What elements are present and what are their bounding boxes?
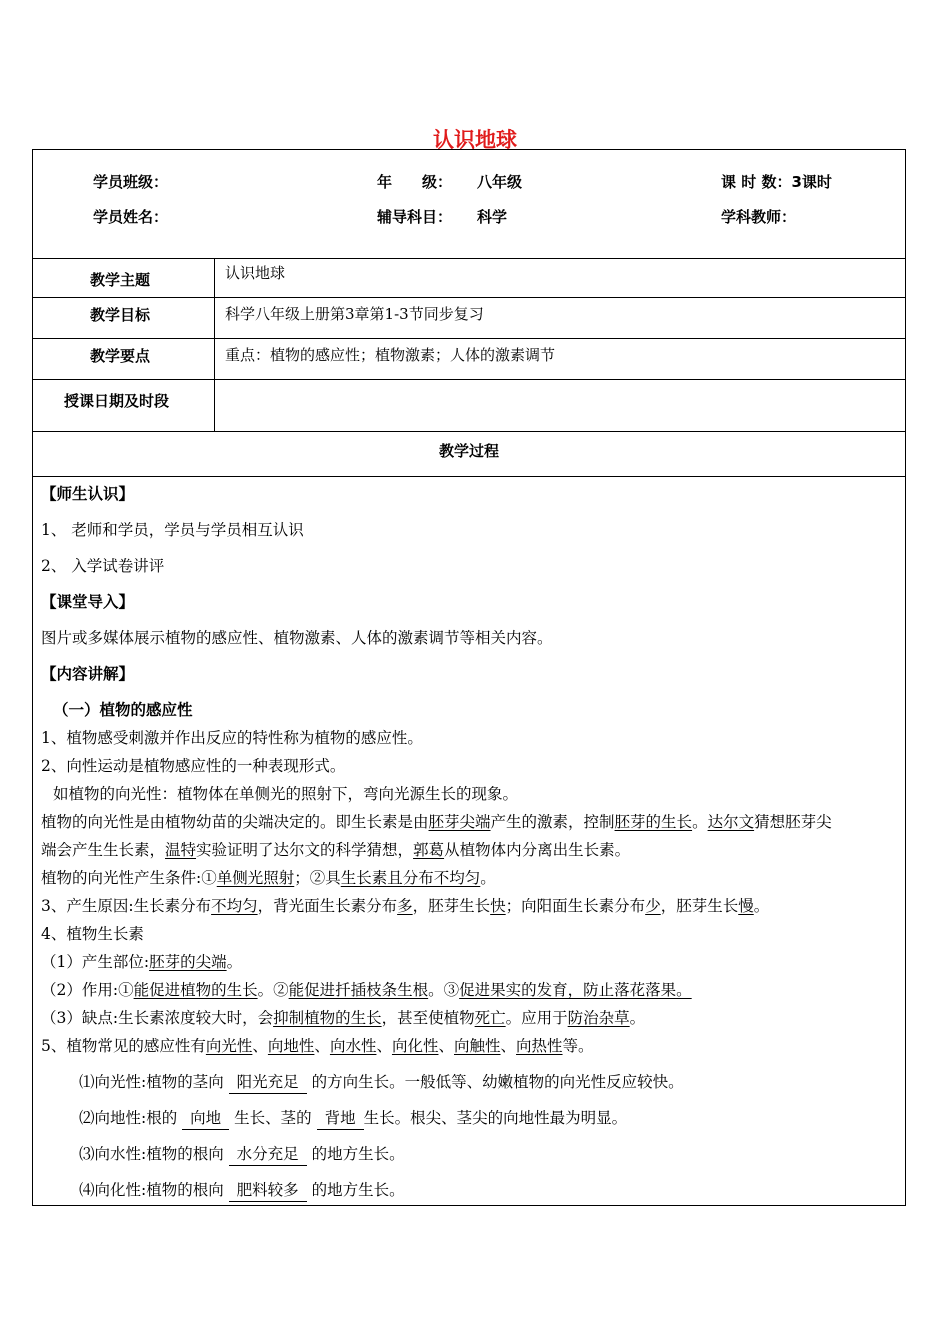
row-value-topic: 认识地球 [225, 264, 286, 282]
answer: 胚芽尖端 [428, 813, 491, 831]
answer: 郭葛 [413, 841, 445, 859]
answer: 水分充足 [229, 1143, 307, 1166]
answer: 向热性 [516, 1037, 563, 1055]
paragraph: 如植物的向光性：植物体在单侧光的照射下，弯向光源生长的现象。 [53, 785, 519, 803]
divider [33, 476, 905, 477]
answer: 抑制植物的生长 [273, 1009, 382, 1027]
answer: 向地 [182, 1107, 229, 1130]
section-heading: 【内容讲解】 [41, 665, 135, 683]
paragraph: 1、植物感受刺激并作出反应的特性称为植物的感应性。 [41, 729, 423, 747]
lesson-table [32, 149, 906, 1206]
paragraph: 图片或多媒体展示植物的感应性、植物激素、人体的激素调节等相关内容。 [41, 629, 553, 647]
answer: 向化性 [391, 1037, 439, 1055]
answer: 向水性 [329, 1037, 377, 1055]
lesson-content [41, 480, 897, 1204]
paragraph: 植物的向光性产生条件:①单侧光照射；②具生长素且分布不均匀。 [41, 869, 496, 887]
paragraph: 3、产生原因:生长素分布不均匀，背光面生长素分布多，胚芽生长快；向阳面生长素分布少，胚芽生长慢。 [41, 897, 770, 915]
answer: 阳光充足 [229, 1071, 307, 1094]
subsection-heading: （一）植物的感应性 [53, 701, 193, 719]
answer: 少 [645, 897, 661, 915]
answer: 达尔文 [707, 813, 755, 831]
paragraph: ⑵向地性:根的 向地 生长、茎的 背地 生长。根尖、茎尖的向地性最为明显。 [41, 1104, 897, 1132]
answer: 背地 [317, 1107, 364, 1130]
list-item: 2、 入学试卷讲评 [41, 557, 165, 575]
answer: 防治杂草 [567, 1009, 630, 1027]
teacher-label: 学科教师： [721, 208, 797, 226]
section-heading: 【课堂导入】 [41, 593, 135, 611]
grade-value: 八年级 [477, 173, 523, 191]
paragraph: ⑶向水性:植物的根向 水分充足 的地方生长。 [41, 1140, 897, 1168]
hours-label: 课 时 数：3课时 [721, 173, 832, 191]
paragraph: 端会产生生长素，温特实验证明了达尔文的科学猜想，郭葛从植物体内分离出生长素。 [41, 841, 631, 859]
answer: 向触性 [454, 1037, 501, 1055]
answer: 能促进植物的生长 [133, 981, 258, 999]
answer: 慢 [738, 897, 754, 915]
paragraph: （1）产生部位:胚芽的尖端。 [41, 953, 243, 971]
paragraph: 2、向性运动是植物感应性的一种表现形式。 [41, 757, 346, 775]
row-value-keypoints: 重点：植物的感应性；植物激素；人体的激素调节 [225, 346, 556, 364]
divider [33, 338, 905, 339]
answer: 肥料较多 [229, 1179, 307, 1202]
class-label: 学员班级： [93, 173, 169, 191]
answer: 生长素且分布不均匀 [340, 869, 481, 887]
divider [33, 379, 905, 380]
row-label-goal: 教学目标 [90, 306, 151, 324]
paragraph: 4、植物生长素 [41, 925, 144, 943]
answer: 促进果实的发育，防止落花落果。 [459, 981, 692, 999]
name-label: 学员姓名： [93, 208, 169, 226]
subject-label: 辅导科目： [377, 208, 453, 226]
answer: 快 [490, 897, 506, 915]
paragraph: 植物的向光性是由植物幼苗的尖端决定的。即生长素是由胚芽尖端产生的激素，控制胚芽的生长。达尔文猜想胚芽尖 [41, 813, 832, 831]
page-title: 认识地球 [433, 128, 517, 152]
list-item: 1、 老师和学员，学员与学员相互认识 [41, 521, 304, 539]
paragraph: ⑷向化性:植物的根向 肥料较多 的地方生长。 [41, 1176, 897, 1204]
paragraph: （2）作用:①能促进植物的生长。②能促进扦插枝条生根。③促进果实的发育，防止落花落果。 [41, 981, 692, 999]
process-title: 教学过程 [438, 442, 499, 460]
answer: 能促进扦插枝条生根 [288, 981, 429, 999]
answer: 不均匀 [211, 897, 258, 915]
subject-value: 科学 [477, 208, 508, 226]
answer: 温特 [165, 841, 197, 859]
divider [33, 431, 905, 432]
paragraph: ⑴向光性:植物的茎向 阳光充足 的方向生长。一般低等、幼嫩植物的向光性反应较快。 [41, 1068, 897, 1096]
answer: 向光性 [205, 1037, 253, 1055]
paragraph: （3）缺点:生长素浓度较大时，会抑制植物的生长，甚至使植物死亡。应用于防治杂草。 [41, 1009, 646, 1027]
row-value-goal: 科学八年级上册第3章第1-3节同步复习 [225, 305, 484, 323]
row-label-keypoints: 教学要点 [90, 347, 151, 365]
divider [33, 258, 905, 259]
section-heading: 【师生认识】 [41, 485, 135, 503]
paragraph: 5、植物常见的感应性有向光性、向地性、向水性、向化性、向触性、向热性等。 [41, 1037, 594, 1055]
answer: 多 [397, 897, 413, 915]
answer: 向地性 [267, 1037, 315, 1055]
answer: 死亡 [474, 1009, 506, 1027]
answer: 胚芽的生长 [614, 813, 693, 831]
answer: 单侧光照射 [216, 869, 295, 887]
row-label-date: 授课日期及时段 [64, 392, 170, 410]
divider [33, 297, 905, 298]
answer: 胚芽的尖端 [149, 953, 227, 971]
row-label-topic: 教学主题 [90, 271, 151, 289]
column-divider [214, 258, 215, 431]
grade-label: 年 级： [377, 173, 453, 191]
